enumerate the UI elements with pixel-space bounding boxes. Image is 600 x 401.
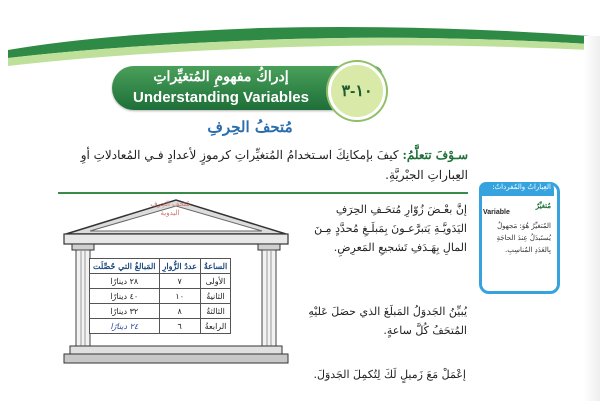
header-visitors: عددُ الزُّوارِ — [159, 259, 200, 274]
header-hour: الساعةُ — [200, 259, 230, 274]
cell-hour: الرابعةُ — [200, 319, 230, 334]
cell-visitors: ٨ — [159, 304, 200, 319]
cell-amount: ٢٨ دينارًا — [90, 274, 160, 289]
table-header-row — [90, 259, 231, 274]
cell-visitors: ١٠ — [159, 289, 200, 304]
cell-hour: الثانيةُ — [200, 289, 230, 304]
intro-paragraph: إنَّ بعْـضَ زُوّارِ مُتحَـفِ الحِرَفِ اليَدَويَّـةِ يَتبرَّعـونَ بِمَبلَـغِ مُحدَّدٍ مِـنَ المالِ بِهَـدَفِ تَشجيعِ المَعرِضِ. — [314, 203, 467, 254]
partner-activity: إعْمَلْ مَعَ زَميلٍ لَكَ لِتُكمِلَ الجَدوَلَ. — [313, 368, 466, 381]
lesson-title-en: Understanding Variables — [133, 89, 309, 106]
pediment-title: مُتحف الحِرف اليدوية — [150, 200, 190, 217]
lesson-number-badge: ١٠-٣ — [328, 62, 386, 120]
table-row — [90, 289, 231, 304]
cell-hour: الأولى — [200, 274, 230, 289]
cell-visitors: ٦ — [159, 319, 200, 334]
section-divider — [58, 192, 468, 194]
donations-table — [89, 258, 231, 334]
learning-objective — [58, 145, 468, 185]
cell-amount: ٣٢ دينارًا — [90, 304, 160, 319]
objective-lead: سـوْفَ تتعلَّمُ: — [402, 148, 468, 162]
section-title: مُتحفُ الحِرفِ — [207, 118, 293, 136]
table-row — [90, 274, 231, 289]
objective-text: كيفَ بإمكانِكَ اسـتخدامُ المُتغيِّراتِ كرموزٍ لأعدادٍ فـي المُعادلاتِ أوِ العِباراتِ الجبْريَّةِ. — [80, 148, 468, 182]
cell-hour: الثالثةُ — [200, 304, 230, 319]
page-edge-shadow — [584, 36, 600, 401]
cell-visitors: ٧ — [159, 274, 200, 289]
vocabulary-definition: المُتغيِّرُ هُوَ: مَجهولٌ يُستَبدَلُ عِندَ الحاجَةِ بِالعَدَدِ المُناسِبِ. — [496, 222, 551, 254]
cell-amount-handwritten: ٢٤ دينارًا — [90, 319, 160, 334]
cell-amount: ٤٠ دينارًا — [90, 289, 160, 304]
table-description: يُبيِّنُ الجَدوَلُ المَبلَغَ الذي حصَلَ عَليْهِ المُتحَفُ كُلَّ ساعةٍ. — [308, 305, 467, 337]
vocabulary-term-ar: مُتغيِّرٌ — [535, 201, 551, 210]
lesson-title-ar: إدراكُ مفهومِ المُتغيِّراتِ — [153, 69, 289, 85]
table-row — [90, 319, 231, 334]
header-amounts: المَبالغُ التي حُصِّلَت — [90, 259, 160, 274]
vocabulary-heading: العِباراتُ والمُفرداتُ: — [492, 183, 551, 191]
header-swoosh-decoration — [0, 0, 600, 130]
vocabulary-term-en: Variable — [483, 209, 510, 216]
table-row — [90, 304, 231, 319]
